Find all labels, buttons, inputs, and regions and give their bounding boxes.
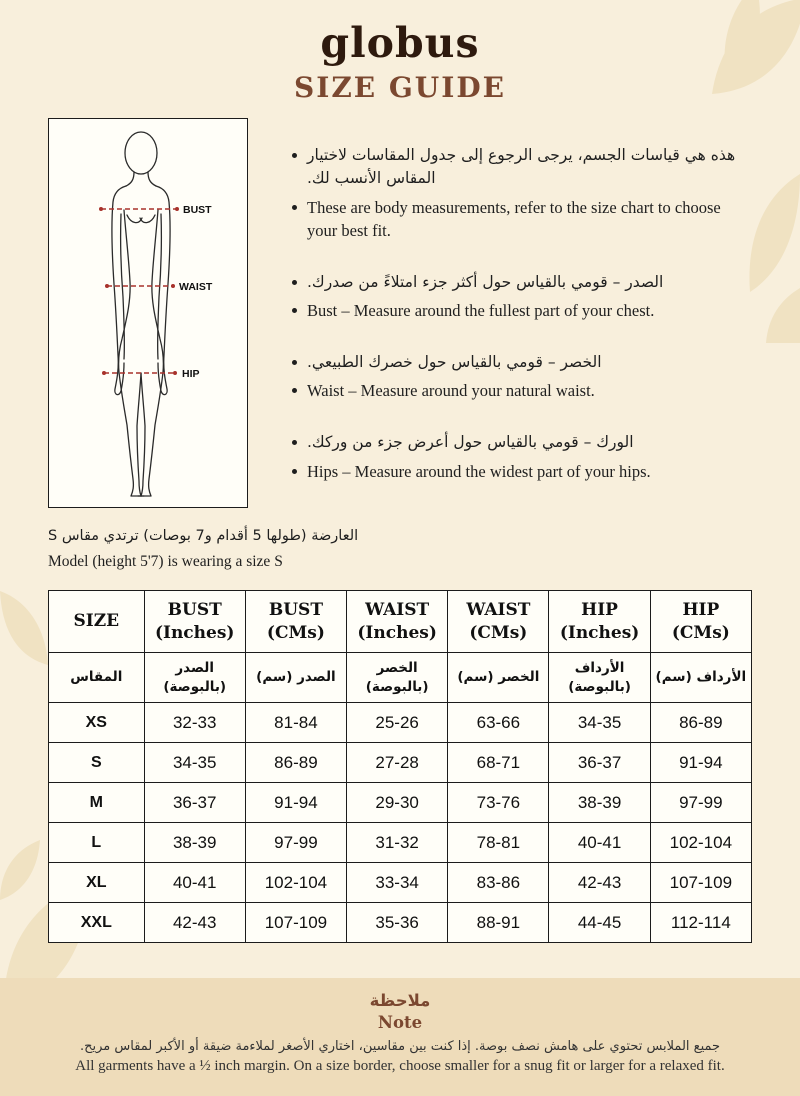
column-header-ar: المقاس	[49, 653, 145, 703]
size-label-cell: M	[49, 783, 145, 823]
bullet-icon	[292, 308, 297, 313]
bullet-icon	[292, 205, 297, 210]
instruction-bust-ar: الصدر – قومي بالقياس حول أكثر جزء امتلاءً من صدرك.	[307, 272, 664, 291]
measurement-cell: 34-35	[144, 743, 245, 783]
instructions-list	[248, 118, 752, 512]
body-figure-illustration	[49, 119, 246, 506]
measurement-cell: 29-30	[347, 783, 448, 823]
table-row	[49, 863, 752, 903]
measurement-cell: 102-104	[245, 863, 346, 903]
measurement-cell: 38-39	[549, 783, 650, 823]
instruction-waist-ar: الخصر – قومي بالقياس حول خصرك الطبيعي.	[307, 353, 602, 372]
table-row	[49, 743, 752, 783]
measure-section	[48, 118, 752, 512]
bullet-icon	[292, 360, 297, 365]
measurement-cell: 25-26	[347, 703, 448, 743]
size-label-cell: XS	[49, 703, 145, 743]
measurement-cell: 36-37	[549, 743, 650, 783]
measurement-cell: 32-33	[144, 703, 245, 743]
measurement-cell: 34-35	[549, 703, 650, 743]
measurement-cell: 86-89	[650, 703, 751, 743]
measurement-cell: 42-43	[549, 863, 650, 903]
note-title-en: Note	[377, 1013, 423, 1032]
measurement-cell: 27-28	[347, 743, 448, 783]
instruction-group-hip	[292, 431, 752, 482]
column-header-ar: الأرداف (سم)	[650, 653, 751, 703]
measurement-cell: 88-91	[448, 903, 549, 943]
instruction-group-waist	[292, 351, 752, 402]
body-figure-box	[48, 118, 248, 508]
figure-label-waist: WAIST	[179, 281, 213, 294]
measurement-cell: 36-37	[144, 783, 245, 823]
instruction-bust-en: Bust – Measure around the fullest part of your chest.	[307, 300, 655, 320]
table-row	[49, 823, 752, 863]
model-note-ar: العارضة (طولها 5 أقدام و7 بوصات) ترتدي مقاس S	[48, 527, 359, 544]
figure-head	[125, 132, 157, 174]
measurement-cell: 112-114	[650, 903, 751, 943]
figure-label-hip: HIP	[182, 368, 200, 381]
bullet-icon	[292, 440, 297, 445]
column-header-en: HIP (Inches)	[549, 591, 650, 653]
bullet-icon	[292, 388, 297, 393]
brand-logo: globus	[320, 19, 480, 67]
column-header-ar: الخصر (سم)	[448, 653, 549, 703]
column-header-ar: الخصر (بالبوصة)	[347, 653, 448, 703]
measurement-cell: 83-86	[448, 863, 549, 903]
column-header-ar: الأرداف (بالبوصة)	[549, 653, 650, 703]
measurement-cell: 42-43	[144, 903, 245, 943]
measurement-cell: 38-39	[144, 823, 245, 863]
measurement-cell: 107-109	[245, 903, 346, 943]
bullet-icon	[292, 280, 297, 285]
measurement-cell: 107-109	[650, 863, 751, 903]
note-footer	[0, 978, 800, 1096]
table-row	[49, 903, 752, 943]
measurement-cell: 73-76	[448, 783, 549, 823]
measurement-cell: 86-89	[245, 743, 346, 783]
column-header-ar: الصدر (سم)	[245, 653, 346, 703]
measurement-cell: 91-94	[245, 783, 346, 823]
measurement-cell: 44-45	[549, 903, 650, 943]
measurement-cell: 40-41	[549, 823, 650, 863]
column-header-ar: الصدر (بالبوصة)	[144, 653, 245, 703]
size-label-cell: L	[49, 823, 145, 863]
note-body-en: All garments have a ½ inch margin. On a size border, choose smaller for a snug fit or larger for a relaxed fit.	[75, 1058, 725, 1074]
bullet-icon	[292, 469, 297, 474]
measurement-cell: 91-94	[650, 743, 751, 783]
measurement-cell: 33-34	[347, 863, 448, 903]
instruction-hip-en: Hips – Measure around the widest part of your hips.	[307, 461, 651, 481]
measurement-cell: 102-104	[650, 823, 751, 863]
bullet-icon	[292, 153, 297, 158]
instruction-general-ar: هذه هي قياسات الجسم، يرجى الرجوع إلى جدول المقاسات لاختيار المقاس الأنسب لك.	[307, 146, 736, 188]
instruction-general-en: These are body measurements, refer to the size chart to choose your best fit.	[307, 197, 721, 240]
size-label-cell: XL	[49, 863, 145, 903]
page-title: SIZE GUIDE	[294, 71, 506, 105]
measurement-cell: 97-99	[650, 783, 751, 823]
measurement-cell: 97-99	[245, 823, 346, 863]
model-note-en: Model (height 5'7) is wearing a size S	[48, 552, 283, 570]
header	[0, 0, 800, 104]
column-header-en: SIZE	[49, 591, 145, 653]
measurement-cell: 68-71	[448, 743, 549, 783]
size-label-cell: S	[49, 743, 145, 783]
measurement-cell: 81-84	[245, 703, 346, 743]
table-header-row-en	[49, 591, 752, 653]
figure-label-bust: BUST	[183, 204, 212, 217]
instruction-group-bust	[292, 271, 752, 322]
column-header-en: BUST (CMs)	[245, 591, 346, 653]
measurement-cell: 78-81	[448, 823, 549, 863]
note-title-ar: ملاحظة	[369, 991, 431, 1010]
measurement-cell: 31-32	[347, 823, 448, 863]
size-label-cell: XXL	[49, 903, 145, 943]
column-header-en: WAIST (Inches)	[347, 591, 448, 653]
measurement-cell: 40-41	[144, 863, 245, 903]
instruction-group-general	[292, 144, 752, 242]
table-row	[49, 703, 752, 743]
measurement-cell: 35-36	[347, 903, 448, 943]
column-header-en: WAIST (CMs)	[448, 591, 549, 653]
table-header-row-ar	[49, 653, 752, 703]
model-note	[48, 526, 752, 572]
column-header-en: BUST (Inches)	[144, 591, 245, 653]
instruction-waist-en: Waist – Measure around your natural waist.	[307, 381, 595, 401]
note-body-ar: جميع الملابس تحتوي على هامش نصف بوصة. إذا كنت بين مقاسين، اختاري الأصغر لملاءمة ضيقة أو الأكبر لمقاس مريح.	[79, 1039, 721, 1054]
measurement-cell: 63-66	[448, 703, 549, 743]
table-row	[49, 783, 752, 823]
instruction-hip-ar: الورك – قومي بالقياس حول أعرض جزء من وركك.	[307, 433, 634, 452]
size-chart-table	[48, 590, 752, 943]
column-header-en: HIP (CMs)	[650, 591, 751, 653]
